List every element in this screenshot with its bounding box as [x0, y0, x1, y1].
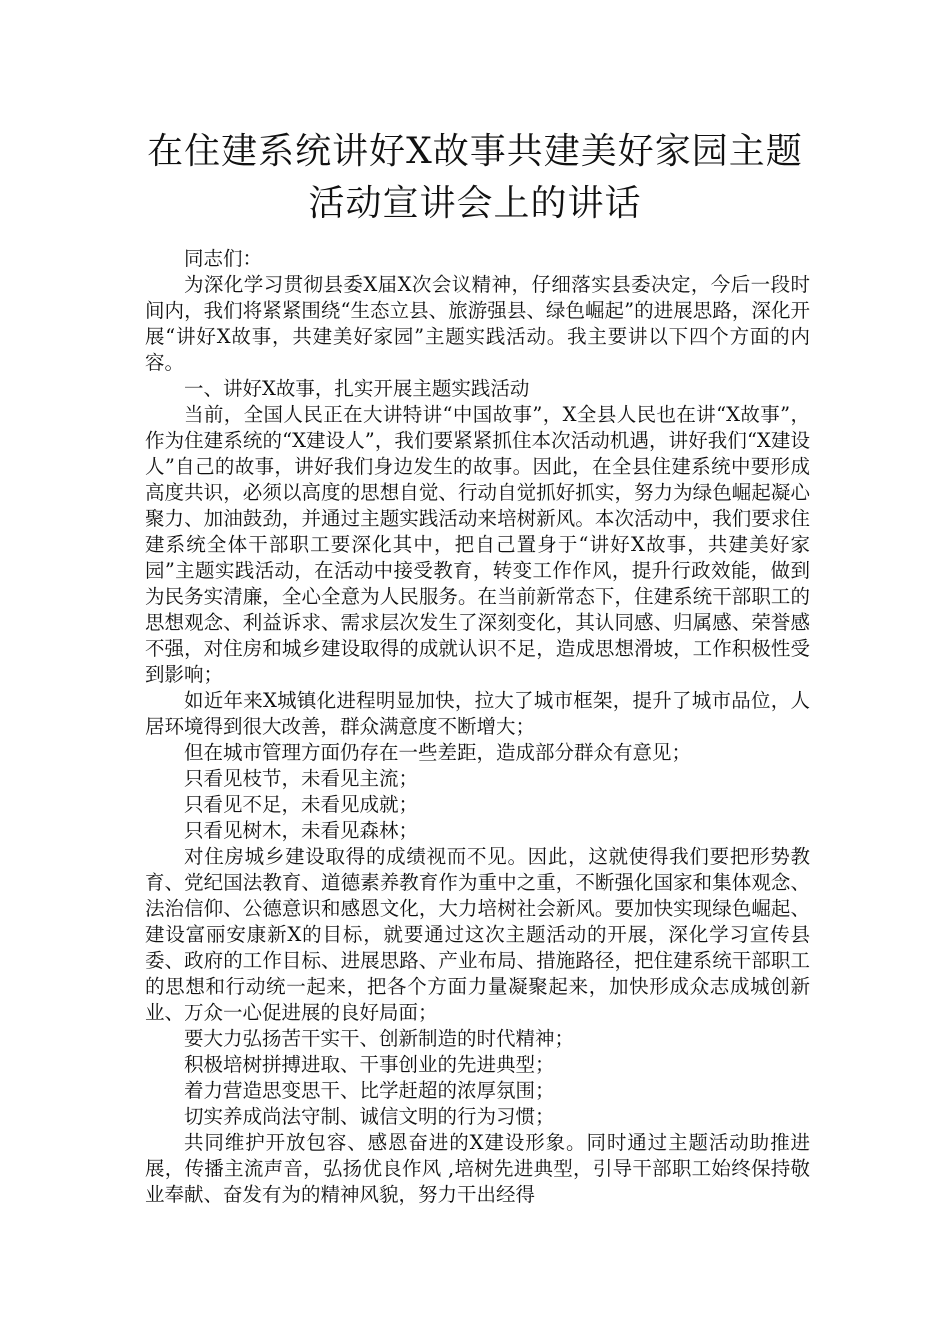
title-line-1: 在住建系统讲好X故事共建美好家园主题	[147, 131, 803, 172]
paragraph: 要大力弘扬苦干实干、创新制造的时代精神；	[184, 1027, 575, 1050]
section-heading: 一、讲好X故事，扎实开展主题实践活动	[184, 377, 530, 400]
document-title	[140, 126, 810, 230]
title-line-2: 活动宣讲会上的讲话	[308, 183, 642, 224]
paragraph: 共同维护开放包容、感恩奋进的X建设形象。同时通过主题活动助推进展，传播主流声音，弘扬优良作风 ,培树先进典型，引导干部职工始终保持敬业奉献、奋发有为的精神风貌，努力干出经得	[145, 1131, 810, 1206]
paragraph: 但在城市管理方面仍存在一些差距，造成部分群众有意见；	[184, 741, 692, 764]
paragraph: 对住房城乡建设取得的成绩视而不见。因此，这就使得我们要把形势教育、党纪国法教育、道德素养教育作为重中之重，不断强化国家和集体观念、法治信仰、公德意识和感恩文化，大力培树社会新风。要加快实现绿色崛起、建设富丽安康新X的目标，就要通过这次主题活动的开展，深化学习宣传县委、政府的工作目标、进展思路、产业布局、措施路径，把住建系统干部职工的思想和行动统一起来，把各个方面力量凝聚起来，加快形成众志成城创新业、万众一心促进展的良好局面；	[145, 845, 810, 1024]
paragraph: 只看见枝节，未看见主流；	[184, 767, 419, 790]
salutation: 同志们：	[184, 247, 263, 270]
paragraph: 为深化学习贯彻县委X届X次会议精神，仔细落实县委决定，今后一段时间内，我们将紧紧围绕“生态立县、旅游强县、绿色崛起”的进展思路，深化开展“讲好X故事，共建美好家园”主题实践活动。我主要讲以下四个方面的内容。	[145, 273, 810, 374]
paragraph: 着力营造思变思干、比学赶超的浓厚氛围；	[184, 1079, 555, 1102]
paragraph: 如近年来X城镇化进程明显加快，拉大了城市框架，提升了城市品位，人居环境得到很大改善，群众满意度不断增大；	[145, 689, 810, 738]
paragraph: 切实养成尚法守制、诚信文明的行为习惯；	[184, 1105, 555, 1128]
paragraph: 当前，全国人民正在大讲特讲“中国故事”，X全县人民也在讲“X故事”，作为住建系统的“X建设人”，我们要紧紧抓住本次活动机遇，讲好我们“X建设人”自己的故事，讲好我们身边发生的故事。因此，在全县住建系统中要形成高度共识，必须以高度的思想自觉、行动自觉抓好抓实，努力为绿色崛起凝心聚力、加油鼓劲，并通过主题实践活动来培树新风。本次活动中，我们要求住建系统全体干部职工要深化其中，把自己置身于“讲好X故事，共建美好家园”主题实践活动，在活动中接受教育，转变工作作风，提升行政效能，做到为民务实清廉，全心全意为人民服务。在当前新常态下，住建系统干部职工的思想观念、利益诉求、需求层次发生了深刻变化，其认同感、归属感、荣誉感不强，对住房和城乡建设取得的成就认识不足，造成思想滑坡，工作积极性受到影响；	[145, 403, 810, 686]
paragraph: 积极培树拼搏进取、干事创业的先进典型；	[184, 1053, 555, 1076]
paragraph: 只看见不足，未看见成就；	[184, 793, 419, 816]
document-body	[145, 246, 810, 1208]
paragraph: 只看见树木，未看见森林；	[184, 819, 419, 842]
